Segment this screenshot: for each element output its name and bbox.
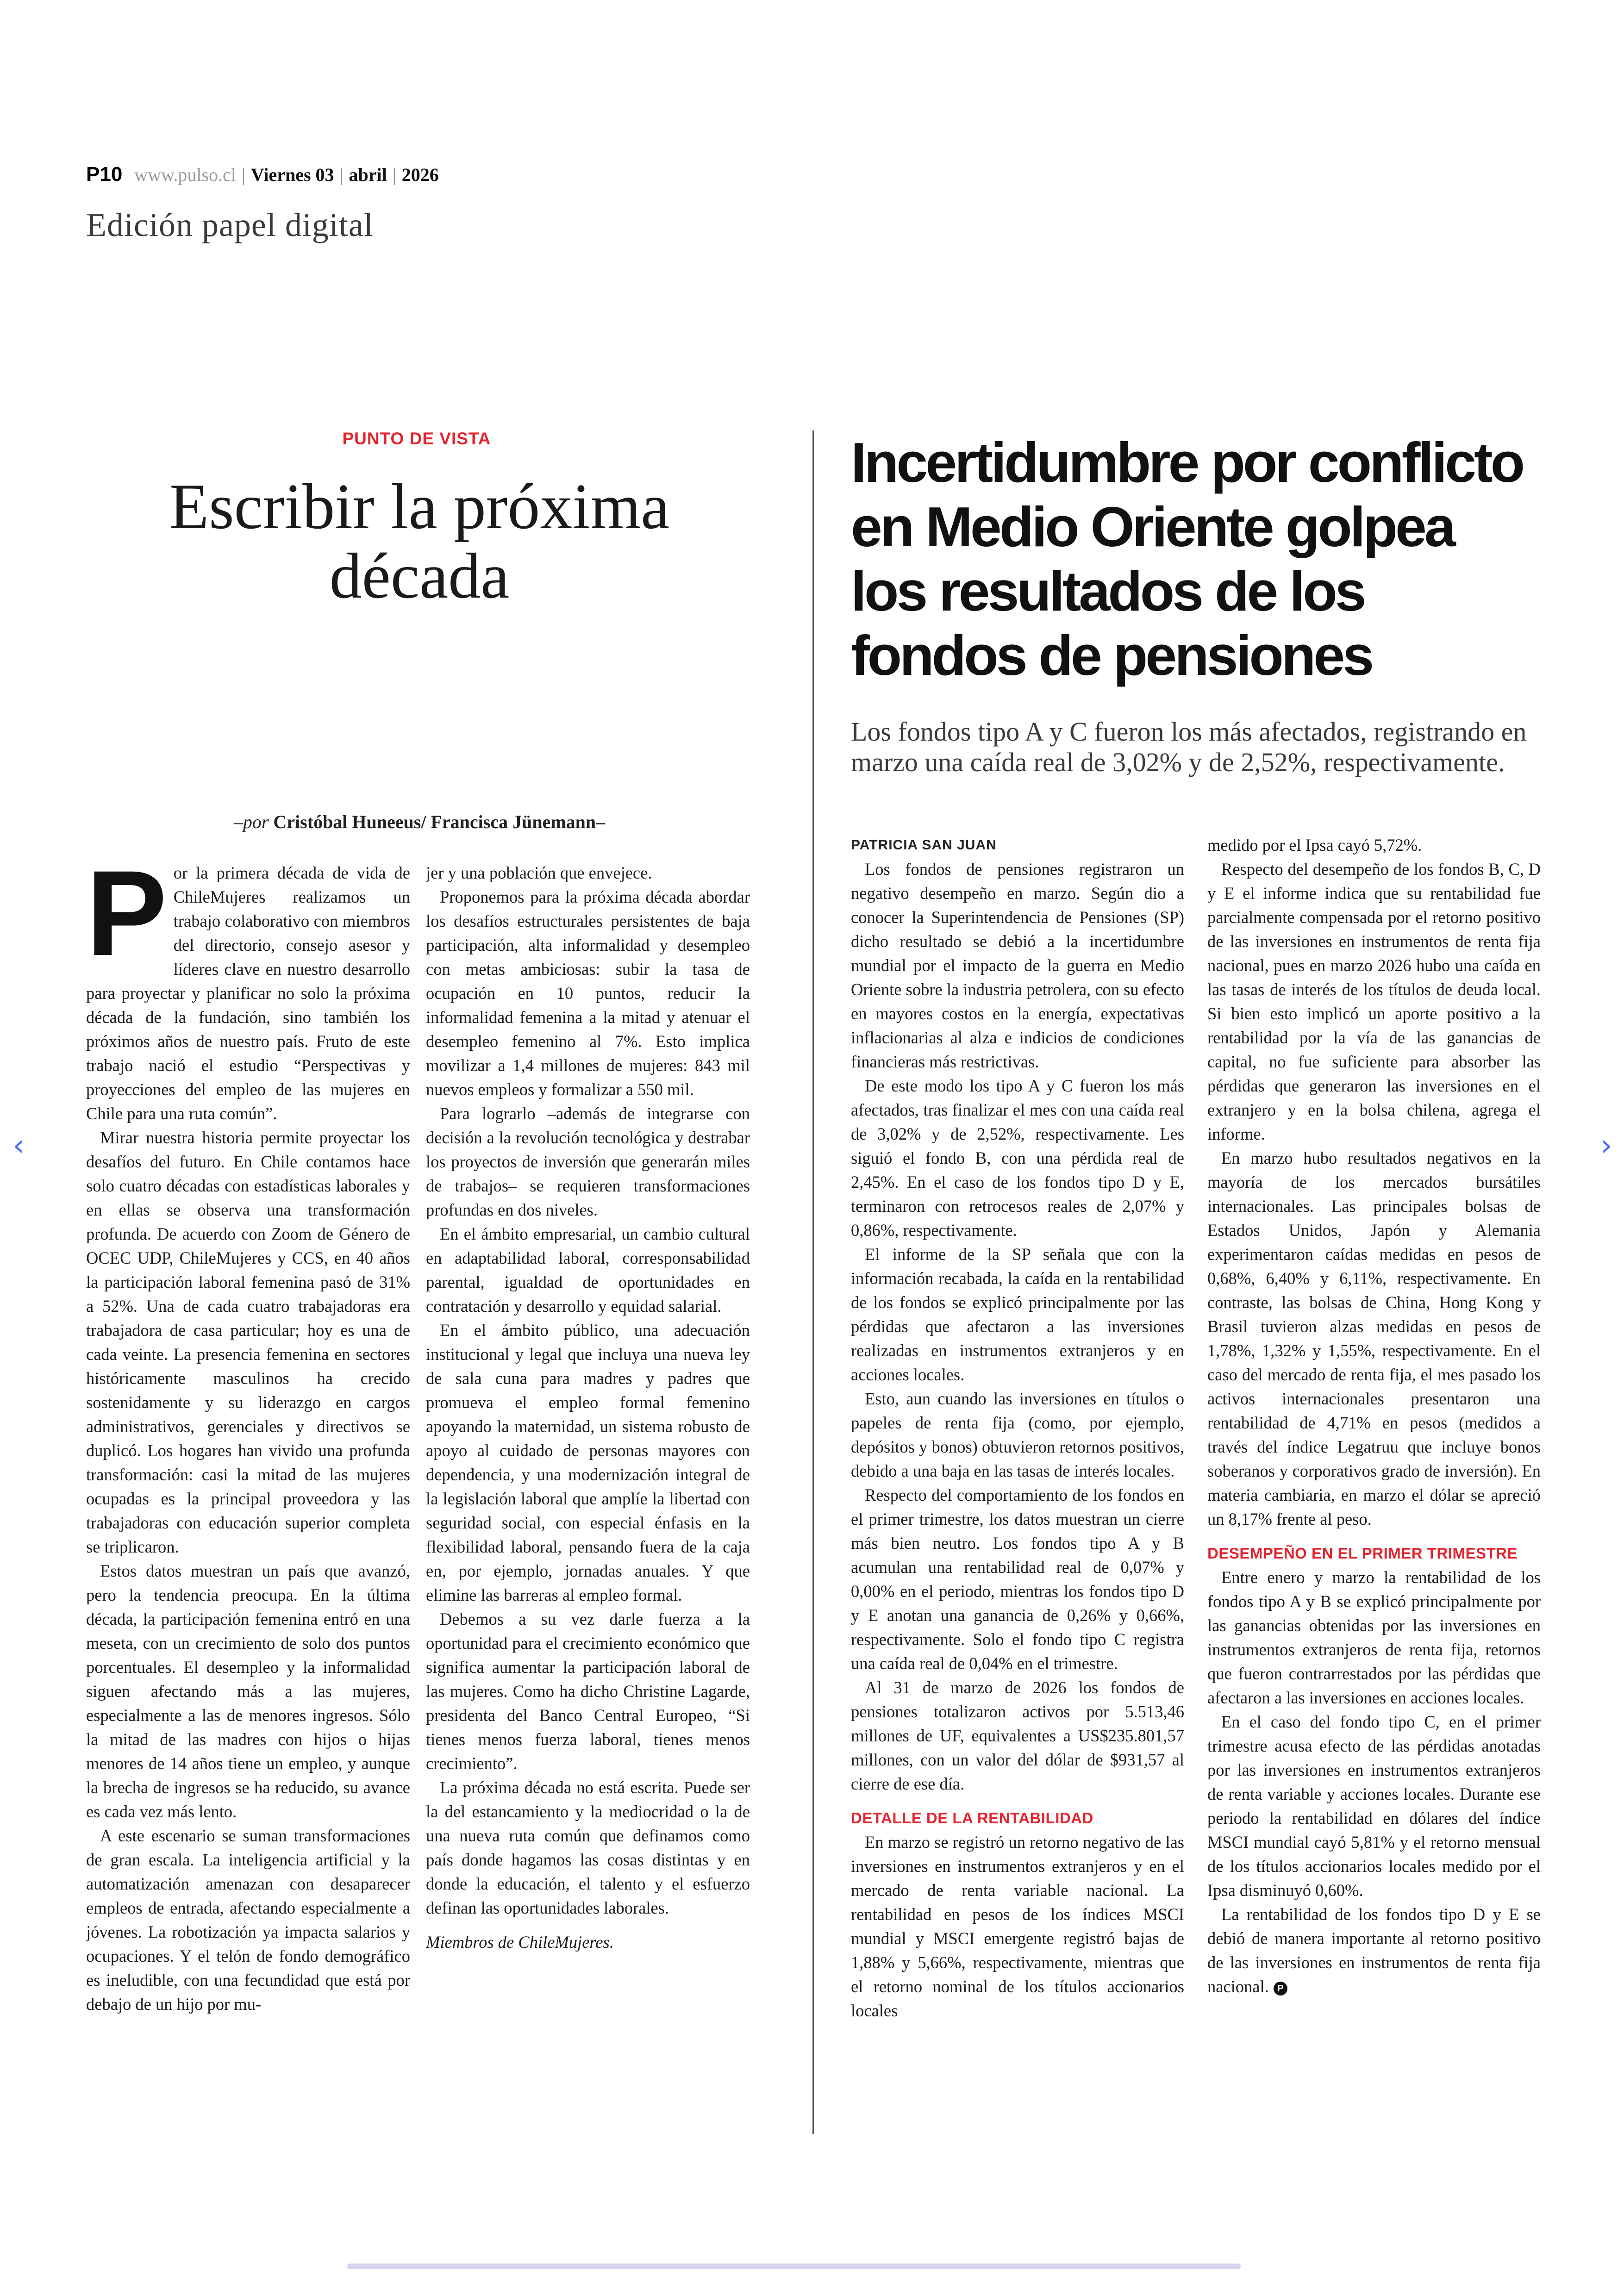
paragraph: Esto, aun cuando las inversiones en títulos o papeles de renta fija (como, por ejemplo, depósitos y bonos) obtuvieron retornos positivos, debido a una baja en las tasas de interés locales. xyxy=(851,1389,1184,1480)
drop-cap: P xyxy=(86,861,167,981)
chevron-right-icon[interactable]: › xyxy=(1600,1129,1612,1163)
edition-label: Edición papel digital xyxy=(86,206,374,243)
section-kicker: PUNTO DE VISTA xyxy=(342,429,491,448)
horizontal-scrollbar[interactable] xyxy=(347,2264,1241,2269)
article-author: PATRICIA SAN JUAN xyxy=(851,837,997,853)
paragraph xyxy=(1207,1902,1541,1999)
article-deck: Los fondos tipo A y C fueron los más afectados, registrando en marzo una caída real de 3,02% y de 2,52%, respectivamente. xyxy=(851,717,1527,777)
page-number: P10 xyxy=(86,163,123,186)
paragraph: Para lograrlo –además de integrarse con decisión a la revolución tecnológica y destrabar los proyectos de inversión que generarán miles de trabajos– se requieren transformaciones profundas en dos niveles. xyxy=(426,1104,750,1219)
chevron-left-icon[interactable]: ‹ xyxy=(12,1129,25,1163)
paragraph: Proponemos para la próxima década abordar los desafíos estructurales persistentes de baja participación, alta informalidad y desempleo con metas ambiciosas: subir la tasa de ocupación en 10 puntos, reducir la informalidad femenina a la mitad y atenuar el desempleo femenino al 7%. Esto implica movilizar a 1,4 millones de mujeres: 843 mil nuevos empleos y formalizar a 550 mil. xyxy=(426,887,750,1099)
subheading: DETALLE DE LA RENTABILIDAD xyxy=(851,1809,1093,1827)
article-column-2 xyxy=(1207,833,1541,2134)
subheading: DESEMPEÑO EN EL PRIMER TRIMESTRE xyxy=(1207,1545,1518,1562)
paragraph: En el ámbito público, una adecuación institucional y legal que incluya una nueva ley de sala cuna para madres y padres que promueva el empleo formal femenino apoyando la maternidad, un sistema robusto de apoyo al cuidado de personas mayores con dependencia, y una modernización integral de la legislación laboral que amplíe la libertad con seguridad social, con especial énfasis en la flexibilidad laboral, pensando fuera de la caja en, por ejemplo, jornadas anuales. Y que elimine las barreras al empleo formal. xyxy=(426,1321,750,1604)
paragraph: En el ámbito empresarial, un cambio cultural en adaptabilidad laboral, corresponsabilidad parental, igualdad de oportunidades en contratación y desarrollo y equidad salarial. xyxy=(426,1224,750,1316)
paragraph: Al 31 de marzo de 2026 los fondos de pensiones totalizaron activos por 5.513,46 millones de UF, equivalentes a US$235.801,57 millones, con un valor del dólar de $931,57 al cierre de ese día. xyxy=(851,1678,1184,1793)
column-divider xyxy=(812,430,814,2134)
byline xyxy=(86,811,753,833)
opinion-column-2 xyxy=(426,861,750,2134)
paragraph: Mirar nuestra historia permite proyectar los desafíos del futuro. En Chile contamos hace solo cuatro décadas con estadísticas laborales y en ellas se observa una transformación profunda. De acuerdo con Zoom de Género de OCEC UDP, ChileMujeres y CCS, en 40 años la participación laboral femenina pasó de 31% a 52%. Una de cada cuatro trabajadoras era trabajadora de casa particular; hoy es una de cada veinte. La presencia femenina en sectores históricamente masculinos ha crecido sostenidamente y su liderazgo en cargos administrativos, gerenciales y directivos se duplicó. Los hogares han vivido una profunda transformación: casi la mitad de las mujeres ocupadas es la principal proveedora y las trabajadoras con educación superior completa se triplicaron. xyxy=(86,1128,410,1556)
opinion-column-1 xyxy=(86,861,410,2134)
paragraph-text: La rentabilidad de los fondos tipo D y E se debió de manera importante al retorno positivo de las inversiones en instrumentos de renta fija nacional. xyxy=(1207,1905,1541,1996)
byline-authors: Cristóbal Huneeus/ Francisca Jünemann– xyxy=(273,811,606,832)
paragraph: A este escenario se suman transformaciones de gran escala. La inteligencia artificial y la automatización amenazan con desaparecer empleos de entrada, afectando especialmente a jóvenes. La robotización ya impacta salarios y ocupaciones. Y el telón de fondo demográfico es ineludible, con una fecundidad que está por debajo de un hijo por mu- xyxy=(86,1826,410,2014)
issue-month: abril xyxy=(349,164,387,185)
site-url: www.pulso.cl xyxy=(134,164,236,185)
end-mark-icon: P xyxy=(1274,1982,1287,1996)
paragraph: El informe de la SP señala que con la información recabada, la caída en la rentabilidad de los fondos se explicó principalmente por las pérdidas que afectaron a las inversiones realizadas en instrumentos extranjeros y en acciones locales. xyxy=(851,1245,1184,1384)
paragraph: Entre enero y marzo la rentabilidad de los fondos tipo A y B se explicó principalmente por las ganancias obtenidas por las inversiones en instrumentos extranjeros de renta fija, retornos que fueron contrarrestados por las pérdidas que afectaron a las inversiones en acciones locales. xyxy=(1207,1568,1541,1707)
paragraph: En marzo hubo resultados negativos en la mayoría de los mercados bursátiles internacionales. Las principales bolsas de Estados Unidos, Japón y Alemania experimentaron caídas medidas en pesos de 0,68%, 6,40% y 6,11%, respectivamente. En contraste, las bolsas de China, Hong Kong y Brasil tuvieron alzas medidas en pesos de 1,78%, 1,32% y 1,55%, respectivamente. En el caso del mercado de renta fija, el mes pasado los activos internacionales presentaron una rentabilidad de 4,71% en pesos (medidos a través del índice Legatruu que incluye bonos soberanos y corporativos grado de inversión). En materia cambiaria, en marzo el dólar se apreció un 8,17% frente al peso. xyxy=(1207,1148,1541,1528)
paragraph: La próxima década no está escrita. Puede ser la del estancamiento y la mediocridad o la de una nueva ruta común que definamos como país donde hagamos las cosas distintas y en donde la educación, el talento y el esfuerzo definan las oportunidades laborales. xyxy=(426,1778,750,1917)
byline-prefix: –por xyxy=(233,811,269,832)
paragraph: En marzo se registró un retorno negativo de las inversiones en instrumentos extranjeros y en el mercado de renta variable nacional. La rentabilidad en pesos de los índices MSCI mundial y MSCI emergente registró bajas de 1,88% y 5,66%, respectivamente, mientras que el retorno nominal de los títulos accionarios locales xyxy=(851,1833,1184,2020)
paragraph: Respecto del desempeño de los fondos B, C, D y E el informe indica que su rentabilidad fue parcialmente compensada por el retorno positivo de las inversiones en instrumentos de renta fija nacional, pues en marzo 2026 hubo una caída en las tasas de interés de los títulos de deuda local. Si bien esto implicó un aporte positivo a la rentabilidad por la vía de las ganancias de capital, no fue suficiente para absorber las pérdidas que generaron las inversiones en el extranjero y en la bolsa chilena, agrega el informe. xyxy=(1207,860,1541,1143)
paragraph: Estos datos muestran un país que avanzó, pero la tendencia preocupa. En la última década, la participación femenina entró en una meseta, con un crecimiento de solo dos puntos porcentuales. El desempleo y la informalidad siguen afectando más a las mujeres, especialmente a las de menores ingresos. Sólo la mitad de las madres con hijos o hijas menores de 14 años tiene un empleo, y aunque la brecha de ingresos se ha reducido, su avance es cada vez más lento. xyxy=(86,1561,410,1821)
paragraph: En el caso del fondo tipo C, en el primer trimestre acusa efecto de las pérdidas anotadas por las inversiones en instrumentos extranjeros de renta variable y acciones locales. Durante ese periodo la rentabilidad en dólares del índice MSCI mundial cayó 5,81% y el retorno mensual de los títulos accionarios locales medido por el Ipsa disminuyó 0,60%. xyxy=(1207,1712,1541,1900)
paragraph: medido por el Ipsa cayó 5,72%. xyxy=(1207,836,1422,854)
paragraph: or la primera década de vida de ChileMujeres realizamos un trabajo colaborativo con miembros del directorio, consejo asesor y líderes clave en nuestro desarrollo para proyectar y planificar no solo la próxima década de la fundación, sino también los próximos años de nuestro país. Fruto de este trabajo nació el estudio “Perspectivas y proyecciones del empleo de las mujeres en Chile para una ruta común”. xyxy=(86,863,410,1123)
issue-day: Viernes 03 xyxy=(250,164,334,185)
issue-year: 2026 xyxy=(401,164,439,185)
paragraph: Respecto del comportamiento de los fondos en el primer trimestre, los datos muestran un cierre más bien neutro. Los fondos tipo A y B acumulan una rentabilidad real de 0,07% y 0,00% en el periodo, mientras los fondos tipo D y E anotan una ganancia de 0,26% y 0,66%, respectivamente. Solo el fondo tipo C registra una caída real de 0,04% en el trimestre. xyxy=(851,1485,1184,1673)
paragraph: De este modo los tipo A y C fueron los más afectados, tras finalizar el mes con una caída real de 3,02% y de 2,52%, respectivamente. Les siguió el fondo B, con una pérdida real de 2,45%. En el caso de los fondos tipo D y E, terminaron con retrocesos reales de 2,07% y 0,86%, respectivamente. xyxy=(851,1076,1184,1240)
folio-line: P10 www.pulso.cl | Viernes 03 | abril | 2026 xyxy=(86,163,439,186)
paragraph: Debemos a su vez darle fuerza a la oportunidad para el crecimiento económico que significa aumentar la participación laboral de las mujeres. Como ha dicho Christine Lagarde, presidenta del Banco Central Europeo, “Si tienes menos fuerza laboral, tienes menos crecimiento”. xyxy=(426,1609,750,1773)
paragraph: jer y una población que envejece. xyxy=(426,863,652,882)
article-headline: Incertidumbre por conflicto en Medio Oriente golpea los resultados de los fondos de pensiones xyxy=(851,431,1523,687)
opinion-title: Escribir la próxima década xyxy=(169,471,670,612)
article-column-1 xyxy=(851,833,1184,2134)
author-note: Miembros de ChileMujeres. xyxy=(426,1933,614,1952)
paragraph: Los fondos de pensiones registraron un negativo desempeño en marzo. Según dio a conocer la Superintendencia de Pensiones (SP) dicho resultado se debió a la incertidumbre mundial por el impacto de la guerra en Medio Oriente sobre la industria petrolera, con su efecto en mayores costos en la energía, expectativas inflacionarias al alza e indicios de condiciones financieras más restrictivas. xyxy=(851,860,1184,1071)
